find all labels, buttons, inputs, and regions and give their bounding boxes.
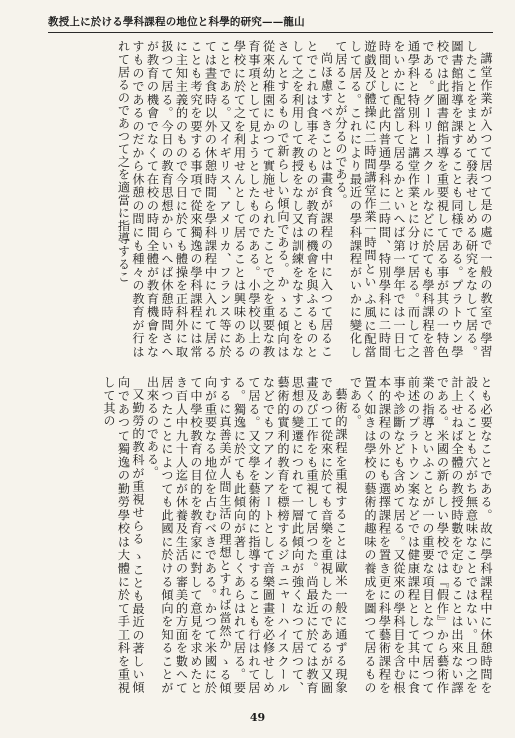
- page-number: 49: [249, 711, 266, 724]
- header-rule: [48, 32, 493, 33]
- paragraph: 藝術的課程を重視することは歐米一般に通ずる現象であつて從來に於ても音樂を重視したのであるが又圖畫及び工作をも重視して居つた。尚最近に於ては教育思想の變遷につれて一層此傾向が強くなつて居つて、藝術的實利的教育を標榜するジュニャーハイスクールなどでもフアインアートとして音樂圖畫を必修せしめて居る。又文學を藝術的に指導することも行はれて居る。獨逸に於ても此傾向が著しくあらはれて居る。要するに真善美が人間生活の理想とすれば當然か ゝる傾向が重要なる地位を占むべきである。かつて米國に於て中學校教育の目的を教育家に對して意見を求めたとき百人中九十人迄が休養及生活の審美的方面を數へて居つたことによつても此國に於ける傾向を知ることが出來るのである。: [145, 376, 348, 694]
- paragraph: とも必要なことである。故に學科課程中に休憩時間を設くることも穴がち無意味なことではない。且つ之を計上せねば全體の教授時數を定むることは出來ない譯である。米國の新らしい學校では『假作』から藝術作業の指導といふことが一の重要な項目となつて居つて前述のプラトウン案などでは健康課程として其中に食事や診斷なども含めて居る。又從來の學科目を含む根本的課程の外にも選擇課程を置き更に科學藝術課程を置く如きは學校の藝術的趣味の養成を圖つて居るものである。: [348, 376, 493, 694]
- paragraph: 尚ほ慮すべきことは畫食が課程の中に入つて居ることでこれは食事そのものが教育の機會を與ふるものとして之を利用して教授をなし又は訓練をなすことをなさんとするもので新らしい傾向である。か ゝる傾向は從來幼稚園にかつて實施せられたことで之を重要な教育事項として見ようとしたものである。小學校以上の學校に於て之を利用せんとして居ることは興味のあることである。又イギリス、アメリカ、フランス等に於ては晝食時以外の休憩時間を學科課程中に入れて居ることも考究を要する事項で從來獨逸の學科課程には常に主知主義的のもので今日に於ても體操を正科外に取扱つて居る。今日の教育思想からいへば休憩時間さへが教育の機會でなくて在校の時間全體が教育機會をなすものであるのだから休憩の間にも種々の教育が行はれて居るのであつて之を適當に指導するこ: [116, 40, 334, 358]
- lower-text-block: [34, 376, 493, 694]
- upper-text-block: [34, 40, 493, 358]
- paragraph: 講堂作業が入つて居つて是の處で一般の教室で學習したことをまとめて發表せしめる研究をなして居る。圖書館指導を課することも同様である。プラトウン學校では此圖書館指導を重要視して居る事が其の一特色である。グーリースクールなどに於ても學科課程を普通學科と特別科と講堂作業とに分けて居る。而して之をいかに配當して居るかといへば第一學年では一日七時間として此内普通學科に二時間、特別學科に二時間遊戯及び體操に二時間講堂作業一時間とい ふ風に配當して居る。これにより最近の學科課程がいかに變化して居ることが分るのである。: [334, 40, 493, 358]
- running-header: 教授上に於ける學科課程の地位と科學的研究——龍山: [48, 16, 305, 28]
- paragraph: 又勤勞的教科が重視せらる ゝことも最近の著しい傾向であつて獨逸の勤勞學校は大體に於て手工科を重視して其の: [102, 376, 145, 694]
